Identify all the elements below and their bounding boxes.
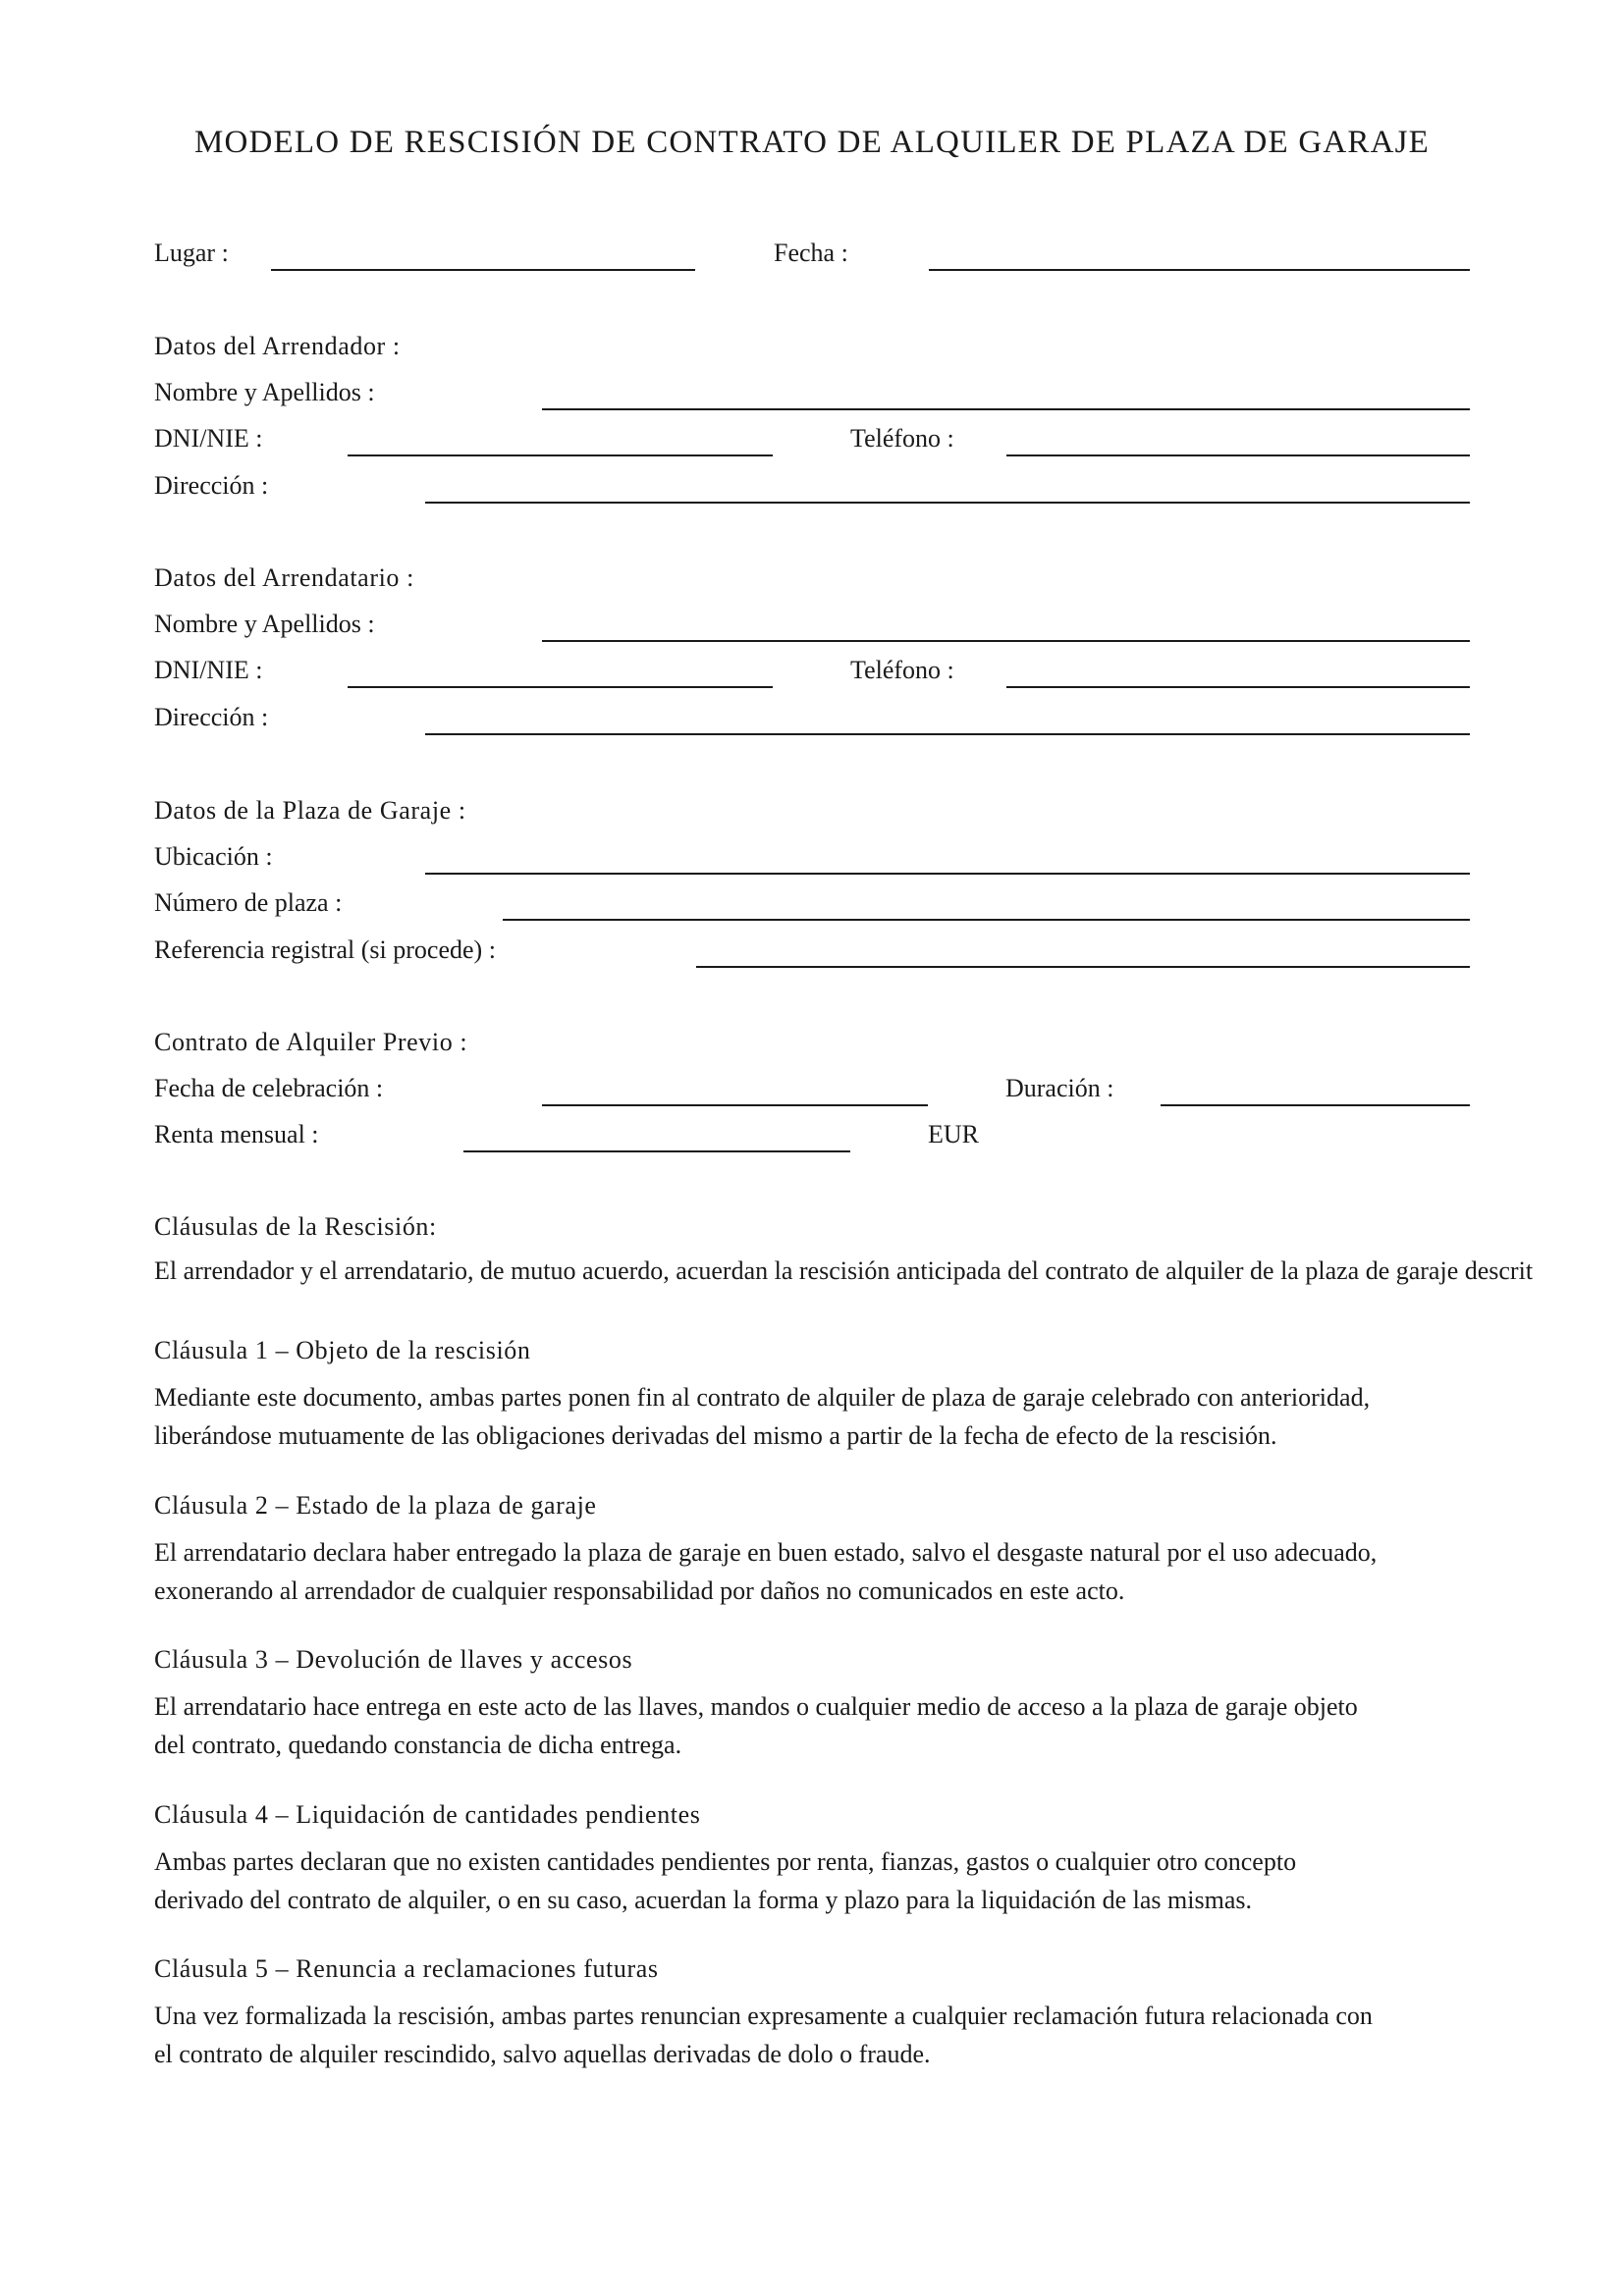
clausula-2-line-2: exonerando al arrendador de cualquier responsabilidad por daños no comunicados en este acto. (154, 1576, 1125, 1605)
contrato-fecha-field[interactable] (542, 1104, 928, 1106)
fecha-field[interactable] (929, 269, 1470, 271)
plaza-numero-field[interactable] (503, 919, 1470, 921)
clausula-3-title: Cláusula 3 – Devolución de llaves y accesos (154, 1645, 633, 1674)
arrendador-dni-label: DNI/NIE : (154, 424, 263, 453)
arrendador-direccion-field[interactable] (425, 502, 1470, 504)
clausula-5-line-2: el contrato de alquiler rescindido, salvo aquellas derivadas de dolo o fraude. (154, 2040, 931, 2068)
clausula-2-title: Cláusula 2 – Estado de la plaza de garaje (154, 1491, 597, 1520)
clausula-2-line-1: El arrendatario declara haber entregado la plaza de garaje en buen estado, salvo el desgaste natural por el uso adecuado, (154, 1538, 1378, 1567)
arrendatario-dni-field[interactable] (348, 686, 773, 688)
clausula-1-line-2: liberándose mutuamente de las obligaciones derivadas del mismo a partir de la fecha de efecto de la rescisión. (154, 1421, 1277, 1450)
lugar-field[interactable] (271, 269, 695, 271)
clausula-2-text (154, 1533, 1529, 1610)
clausula-5-title: Cláusula 5 – Renuncia a reclamaciones futuras (154, 1954, 659, 1983)
arrendador-nombre-field[interactable] (542, 408, 1470, 410)
document-title: MODELO DE RESCISIÓN DE CONTRATO DE ALQUILER DE PLAZA DE GARAJE (193, 125, 1431, 160)
clausula-5-line-1: Una vez formalizada la rescisión, ambas partes renuncian expresamente a cualquier reclamación futura relacionada con (154, 2002, 1373, 2030)
clausula-3-line-1: El arrendatario hace entrega en este acto de las llaves, mandos o cualquier medio de acceso a la plaza de garaje objeto (154, 1692, 1358, 1721)
clausula-4-line-1: Ambas partes declaran que no existen cantidades pendientes por renta, fianzas, gastos o cualquier otro concepto (154, 1847, 1297, 1876)
contrato-duracion-field[interactable] (1161, 1104, 1470, 1106)
arrendador-nombre-label: Nombre y Apellidos : (154, 378, 375, 406)
lugar-label: Lugar : (154, 239, 229, 267)
contrato-duracion-label: Duración : (1005, 1074, 1114, 1102)
arrendador-direccion-label: Dirección : (154, 471, 269, 500)
clausula-1-line-1: Mediante este documento, ambas partes ponen fin al contrato de alquiler de plaza de garaje celebrado con anterioridad, (154, 1383, 1371, 1412)
arrendatario-nombre-label: Nombre y Apellidos : (154, 610, 375, 638)
arrendador-dni-field[interactable] (348, 454, 773, 456)
contrato-previo-heading: Contrato de Alquiler Previo : (154, 1028, 468, 1056)
plaza-ubicacion-label: Ubicación : (154, 842, 273, 871)
clausula-5-text (154, 1997, 1529, 2073)
arrendador-telefono-label: Teléfono : (850, 424, 954, 453)
arrendatario-direccion-field[interactable] (425, 733, 1470, 735)
contrato-currency: EUR (928, 1120, 979, 1148)
clausula-4-line-2: derivado del contrato de alquiler, o en su caso, acuerdan la forma y plazo para la liquidación de las mismas. (154, 1886, 1252, 1914)
clausulas-heading: Cláusulas de la Rescisión: (154, 1212, 437, 1241)
plaza-heading: Datos de la Plaza de Garaje : (154, 796, 466, 825)
arrendatario-heading: Datos del Arrendatario : (154, 563, 414, 592)
plaza-numero-label: Número de plaza : (154, 888, 343, 917)
arrendador-telefono-field[interactable] (1006, 454, 1470, 456)
clausula-3-line-2: del contrato, quedando constancia de dicha entrega. (154, 1731, 682, 1759)
plaza-referencia-label: Referencia registral (si procede) : (154, 935, 496, 964)
fecha-label: Fecha : (774, 239, 848, 267)
arrendatario-telefono-field[interactable] (1006, 686, 1470, 688)
contrato-fecha-label: Fecha de celebración : (154, 1074, 384, 1102)
clausula-4-title: Cláusula 4 – Liquidación de cantidades pendientes (154, 1800, 701, 1829)
clausulas-intro: El arrendador y el arrendatario, de mutuo acuerdo, acuerdan la rescisión anticipada del contrato de alquiler de la plaza de garaje descrit (154, 1256, 1534, 1285)
contrato-renta-field[interactable] (463, 1150, 850, 1152)
clausula-4-text (154, 1842, 1529, 1919)
arrendatario-telefono-label: Teléfono : (850, 656, 954, 684)
arrendatario-nombre-field[interactable] (542, 640, 1470, 642)
clausula-1-text (154, 1378, 1529, 1455)
arrendador-heading: Datos del Arrendador : (154, 332, 401, 360)
contrato-renta-label: Renta mensual : (154, 1120, 319, 1148)
arrendatario-direccion-label: Dirección : (154, 703, 269, 731)
clausula-3-text (154, 1687, 1529, 1764)
plaza-referencia-field[interactable] (696, 966, 1470, 968)
clausula-1-title: Cláusula 1 – Objeto de la rescisión (154, 1336, 531, 1364)
arrendatario-dni-label: DNI/NIE : (154, 656, 263, 684)
plaza-ubicacion-field[interactable] (425, 873, 1470, 875)
